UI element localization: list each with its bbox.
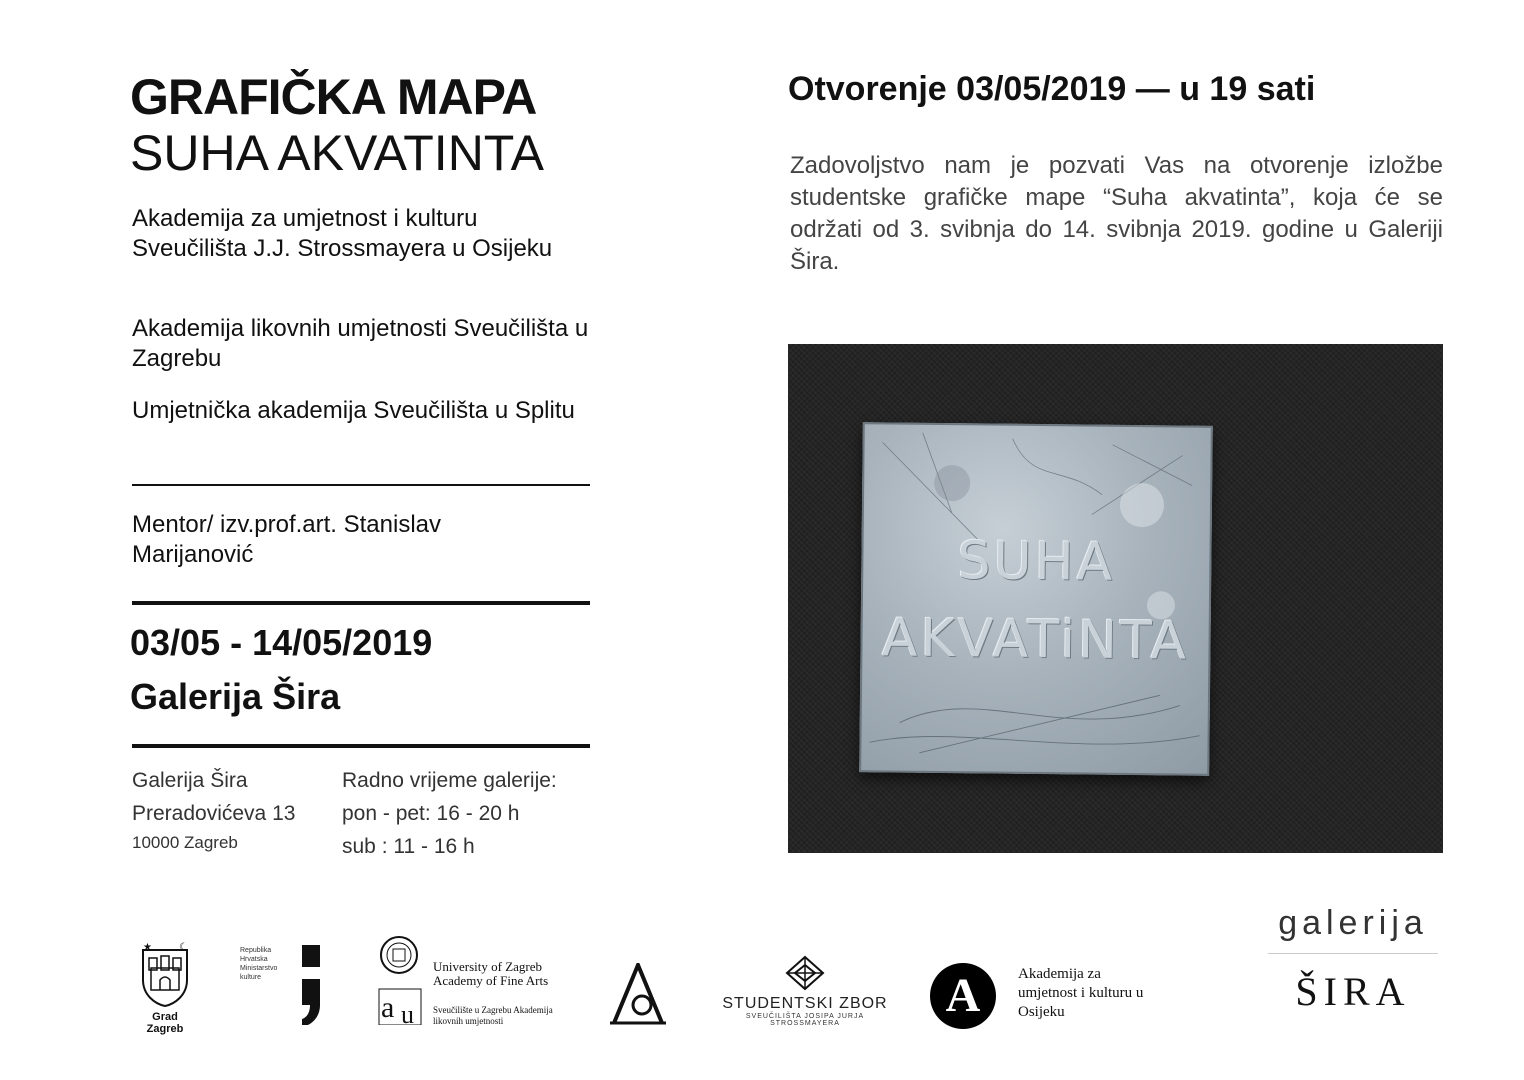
studentski-zbor-sublabel: SVEUČILIŠTA JOSIPA JURJA STROSSMAYERA [745, 1013, 865, 1027]
aquatint-plate [859, 422, 1213, 776]
exhibition-venue: Galerija Šira [130, 676, 341, 717]
galerija-sira-logo [1268, 904, 1438, 1015]
invitation-text: Zadovoljstvo nam je pozvati Vas na otvorenje izložbe studentske grafičke mape “Suha akvatinta”, koja će se održati od 3. svibnja do 14. svibnja 2019. godine u Galeriji Šira. [790, 152, 1443, 275]
galerija-logo-divider [1268, 953, 1438, 954]
exhibition-dates: 03/05 - 14/05/2019 [130, 622, 433, 663]
grad-zagreb-label: Grad Zagreb [146, 1011, 184, 1035]
academy-a-icon [608, 963, 668, 1025]
address-city: 10000 Zagreb [132, 833, 238, 852]
zagreb-coat-of-arms-icon [135, 940, 195, 1008]
akademija-a-icon: A [930, 963, 996, 1029]
ministry-semicolon-icon [292, 945, 332, 1025]
opening-heading: Otvorenje 03/05/2019 — u 19 sati [788, 70, 1316, 108]
university-seal-icon [375, 935, 425, 1025]
opening-hours [342, 764, 557, 863]
artwork-photo [788, 344, 1443, 853]
divider [132, 744, 590, 748]
address-name: Galerija Šira [132, 769, 248, 792]
svg-text:u: u [401, 1000, 414, 1025]
studentski-zbor-knot-icon [785, 955, 825, 991]
galerija-logo-top: galerija [1278, 904, 1428, 942]
grad-zagreb-logo [135, 940, 195, 1035]
studentski-zbor-label: STUDENTSKI ZBOR [722, 995, 888, 1012]
institution-zagreb: Akademija likovnih umjetnosti Sveučilišta u Zagrebu [132, 315, 589, 372]
institution-osijek: Akademija za umjetnost i kulturu Sveučilišta J.J. Strossmayera u Osijeku [132, 205, 553, 262]
svg-text:★: ★ [143, 942, 152, 953]
hours-saturday: sub : 11 - 16 h [342, 835, 475, 858]
ministry-label: Republika Hrvatska Ministarstvo kulture [240, 947, 278, 981]
plate-text-line1: SUHA [957, 531, 1116, 593]
unizg-croatian-label: Sveučilište u Zagrebu Akademija likovnih umjetnosti [433, 1005, 553, 1026]
title-suha-akvatinta: SUHA AKVATINTA [130, 125, 544, 181]
plate-scratches [859, 422, 1213, 776]
plate-text-line2: AKVATiNTA [881, 608, 1190, 672]
unizg-english-label: University of Zagreb Academy of Fine Arts [433, 959, 549, 988]
studentski-zbor-logo [720, 955, 890, 1027]
svg-text:a: a [381, 991, 395, 1024]
galerija-logo-bottom: ŠIRA [1295, 969, 1411, 1014]
hours-heading: Radno vrijeme galerije: [342, 769, 557, 792]
svg-text:☾: ☾ [179, 942, 188, 953]
institution-split: Umjetnička akademija Sveučilišta u Splitu [132, 397, 575, 424]
mentor-text: Mentor/ izv.prof.art. Stanislav Marijanović [132, 511, 441, 568]
title-grafička-mapa: GRAFIČKA MAPA [130, 69, 537, 125]
sponsor-logos [130, 935, 1170, 1035]
divider [132, 601, 590, 605]
hours-weekdays: pon - pet: 16 - 20 h [342, 802, 520, 825]
address-street: Preradovićeva 13 [132, 802, 296, 825]
divider [132, 484, 590, 486]
akademija-osijek-label: Akademija za umjetnost i kulturu u Osijeku [1018, 966, 1144, 1020]
gallery-address [132, 764, 295, 856]
